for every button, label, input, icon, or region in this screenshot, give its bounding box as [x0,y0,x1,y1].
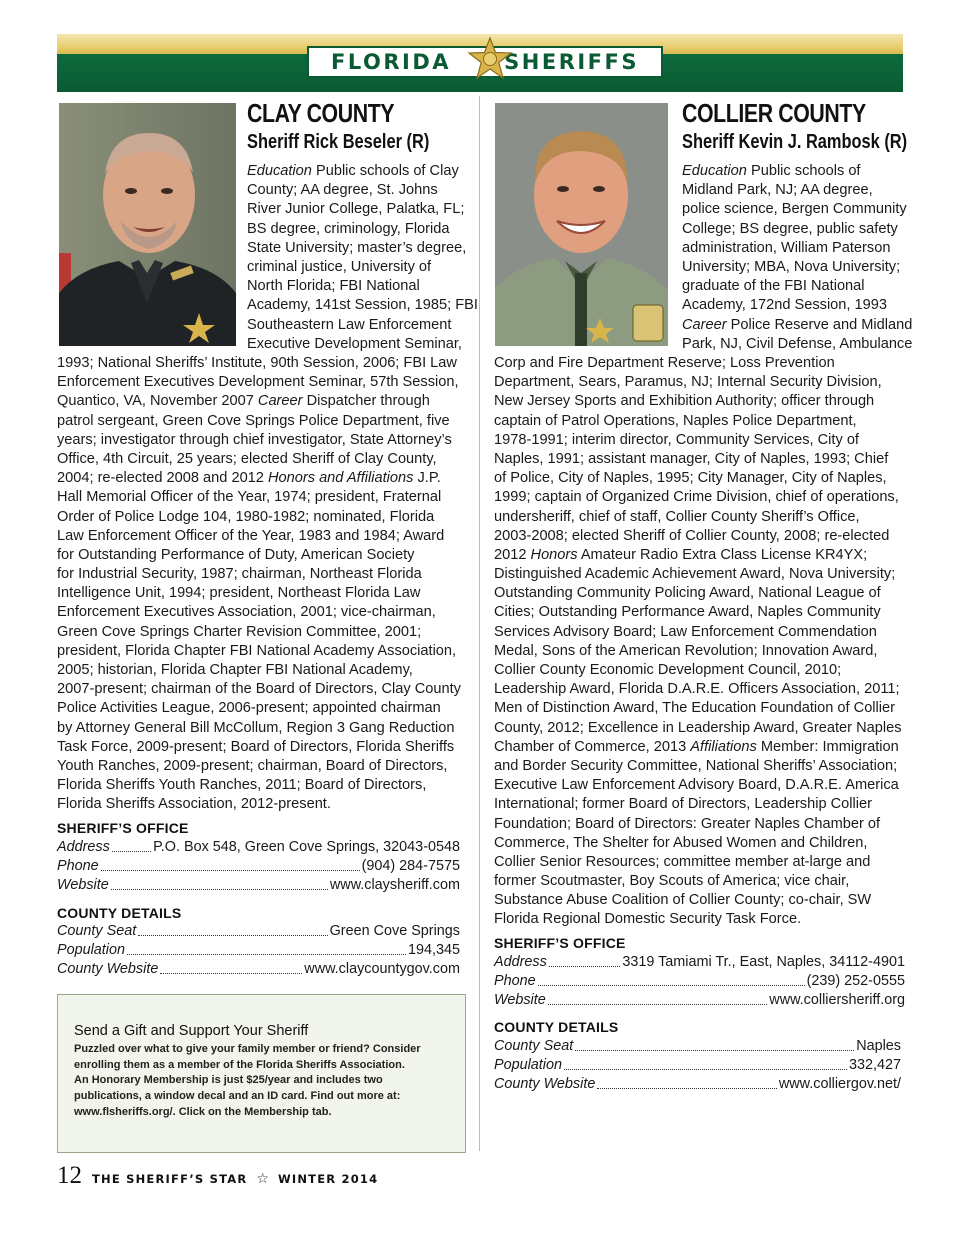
detail-label: Address [57,839,110,855]
bio-line: Substance Abuse Coalition of Collier County; co-chair, SW [494,892,872,909]
gift-line: www.flsheriffs.org/. Click on the Membership tab. [74,1105,332,1118]
bio-line: Cities; Outstanding Performance Award, Naples Community [494,604,881,621]
clay-office-heading: SHERIFF’S OFFICE [57,820,189,836]
clay-bio-top [247,162,478,354]
detail-row [57,960,460,979]
bio-line: Outstanding Community Policing Award, National League of [494,585,881,602]
bio-line: Enforcement Executives Development Seminar, 57th Session, [57,374,459,391]
bio-line: administration, William Paterson [682,239,891,256]
gift-body [74,1042,449,1121]
detail-row [494,972,905,991]
dot-leader [564,1056,847,1070]
bio-line: Office, 4th Circuit, 25 years; elected Sheriff of Clay County, [57,450,437,467]
publication-name: THE SHERIFF’S STAR [92,1172,248,1186]
collier-bio-bottom [494,354,902,930]
bio-line: years; investigator through chief investigator, State Attorney’s [57,431,452,448]
bio-line: former Scoutmaster, Boy Scouts of America; vice chair, [494,873,850,890]
clay-sheriff-name: Sheriff Rick Beseler (R) [247,131,430,153]
detail-row [57,941,460,960]
bio-line: Intelligence Unit, 1994; president, Northeast Florida Law [57,585,421,602]
bio-line: Education Public schools of [682,163,861,179]
bio-line: patrol sergeant, Green Cove Springs Police Department, five [57,412,450,429]
gift-line: enrolling them as a member of the Florida Sheriffs Association. [74,1058,405,1071]
detail-value: (904) 284-7575 [361,858,460,875]
detail-value: 194,345 [407,942,460,959]
bio-line: Department, Sears, Paramus, NJ; Internal Security Division, [494,374,882,391]
bio-line: 1993; National Sheriffs’ Institute, 90th Session, 2006; FBI Law [57,355,457,371]
bio-line: Services Advisory Board; Law Enforcement Commendation [494,623,877,640]
collier-county-title: COLLIER COUNTY [682,98,866,128]
bio-line: criminal justice, University of [247,258,432,275]
dot-leader [160,960,302,974]
dot-leader [127,941,406,955]
bio-line: Corp and Fire Department Reserve; Loss Prevention [494,355,835,371]
bio-line: University; MBA, Nova University; [682,258,901,275]
bio-line: 1978-1991; interim director, Community Services, City of [494,431,859,448]
bio-line: and Border Security Committee, National Sheriffs’ Association; [494,757,898,774]
bio-line: Men of Distinction Award, The Education Foundation of Collier [494,700,896,717]
bio-line: 2012 Honors Amateur Radio Extra Class License KR4YX; [494,546,868,563]
detail-row [57,876,460,895]
bio-line: Collier County Economic Development Council, 2010; [494,662,842,678]
bio-line: Task Force, 2009-present; Board of Directors, Florida Sheriffs [57,738,455,755]
detail-row [57,857,460,876]
bio-line: Southeastern Law Enforcement [247,316,452,333]
bio-line: Education Public schools of Clay [247,163,459,179]
bio-line: police science, Bergen Community [682,201,907,218]
bio-line: BS degree, criminology, Florida [247,220,450,237]
gift-support-box [57,994,466,1153]
bio-line: for Industrial Security, 1987; chairman, Northeast Florida [57,566,422,583]
detail-value: 332,427 [848,1057,901,1074]
detail-value: (239) 252-0555 [806,973,905,990]
collier-bio-top [682,162,912,354]
dot-leader [538,972,805,986]
dot-leader [548,991,768,1005]
detail-label: County Website [494,1076,596,1093]
detail-label: Website [57,877,109,894]
detail-label: Population [57,942,126,959]
gift-title: Send a Gift and Support Your Sheriff [74,1023,309,1039]
detail-value: P.O. Box 548, Green Cove Springs, 32043-0548 [153,839,460,855]
bio-line: Academy, 141st Session, 1985; FBI [247,297,478,314]
bio-line: Florida Sheriffs Association, 2012-present. [57,796,331,813]
clay-county-title: CLAY COUNTY [247,98,395,128]
bio-line: County, 2012; Excellence in Leadership Award, Greater Naples [494,719,902,736]
dot-leader [111,876,328,890]
detail-row [494,953,905,972]
detail-label: Address [494,954,547,970]
detail-label: Phone [57,858,99,875]
detail-row [57,922,460,941]
bio-line: president, Florida Chapter FBI National Academy Association, [57,642,457,659]
bio-line: Midland Park, NJ; AA degree, [682,182,873,199]
page-number: 12 [57,1162,82,1189]
detail-row [494,1037,901,1056]
header-sheriffs: SHERIFFS [504,50,639,74]
bio-line: Order of Police Lodge 104, 1980-1982; nominated, Florida [57,508,435,525]
bio-line: Naples, 1991; assistant manager, City of Naples, 1993; Chief [494,450,889,467]
gift-line: Puzzled over what to give your family member or friend? Consider [74,1043,421,1055]
detail-label: County Seat [494,1038,574,1054]
bio-line: North Florida; FBI National [247,278,420,295]
header-florida: FLORIDA [331,50,451,74]
clay-bio-bottom [57,354,461,815]
bio-line: Police Activities League, 2006-present; appointed chairman [57,700,441,717]
detail-value: www.colliersheriff.org [769,992,905,1009]
gift-line: publications, a window decal and an ID card. Find out more at: [74,1090,401,1103]
collier-sheriff-name: Sheriff Kevin J. Rambosk (R) [682,131,908,153]
issue-name: WINTER 2014 [277,1172,379,1186]
detail-row [57,838,460,857]
detail-label: Website [494,992,546,1009]
bio-line: Quantico, VA, November 2007 Career Dispatcher through [57,393,430,410]
bio-line: Commerce, The Shelter for Abused Women and Children, [494,834,868,851]
bio-line: Green Cove Springs Charter Revision Committee, 2001; [57,623,422,640]
bio-line: 2004; re-elected 2008 and 2012 Honors and Affiliations J.P. [57,470,441,487]
bio-line: Chamber of Commerce, 2013 Affiliations Member: Immigration [494,738,899,755]
detail-row [494,1056,901,1075]
column-divider [479,96,480,1151]
detail-value: 3319 Tamiami Tr., East, Naples, 34112-4901 [622,954,905,970]
bio-line: Hall Memorial Officer of the Year, 1974; president, Fraternal [57,489,442,506]
bio-line: of Police, City of Naples, 1995; City Manager, City of Naples, [494,470,887,487]
bio-line: Florida Regional Domestic Security Task Force. [494,911,802,928]
bio-line: Academy, 172nd Session, 1993 [682,297,887,314]
dot-leader [138,922,327,936]
bio-line: Distinguished Academic Achievement Award, Nova University; [494,566,896,583]
detail-value: Naples [856,1038,901,1054]
bio-line: Executive Development Seminar, [247,335,462,352]
detail-label: Population [494,1057,563,1074]
dot-leader [597,1075,777,1089]
clay-details-heading: COUNTY DETAILS [57,905,182,921]
sheriff-star-icon [467,36,513,82]
bio-line: Foundation; Board of Directors: Greater Naples Chamber of [494,815,881,832]
bio-line: 1999; captain of Organized Crime Division, chief of operations, [494,489,899,506]
bio-line: Florida Sheriffs Youth Ranches, 2011; Board of Directors, [57,777,427,794]
detail-row [494,1075,901,1094]
bio-line: Law Enforcement Officer of the Year, 1983 and 1984; Award [57,527,445,544]
bio-line: Medal, Sons of the American Revolution; Innovation Award, [494,642,878,659]
bio-line: graduate of the FBI National [682,278,865,295]
bio-line: College; BS degree, public safety [682,220,898,237]
bio-line: Collier Senior Resources; committee member at-large and [494,853,871,870]
bio-line: Youth Ranches, 2009-present; chairman, Board of Directors, [57,757,448,774]
collier-office-heading: SHERIFF’S OFFICE [494,935,626,951]
bio-line: Enforcement Executives Association, 2001; vice-chairman, [57,604,436,621]
bio-line: Leadership Award, Florida D.A.R.E. Officers Association, 2011; [494,681,900,698]
dot-leader [101,857,360,871]
dot-leader [112,838,151,852]
detail-value: Green Cove Springs [329,923,460,939]
detail-label: Phone [494,973,536,990]
dot-leader [549,953,621,967]
bio-line: Park, NJ, Civil Defense, Ambulance [682,335,913,352]
bio-line: undersheriff, chief of staff, Collier County Sheriff’s Office, [494,508,860,525]
bio-line: 2003-2008; elected Sheriff of Collier County, 2008; re-elected [494,527,890,544]
bio-line: Executive Law Enforcement Advisory Board, D.A.R.E. America [494,777,899,794]
bio-line: for Outstanding Performance of Duty, American Society [57,546,415,563]
header-band [57,34,903,92]
detail-value: www.claysheriff.com [329,877,460,894]
bio-line: International; former Board of Directors, Leadership Collier [494,796,872,813]
detail-label: County Seat [57,923,137,939]
page-footer [57,1162,378,1190]
bio-line: Career Police Reserve and Midland [682,316,913,333]
collier-details-heading: COUNTY DETAILS [494,1019,619,1035]
footer-star-icon: ☆ [256,1170,269,1186]
clay-sheriff-photo [59,103,236,346]
bio-line: 2005; historian, Florida Chapter FBI National Academy, [57,662,413,678]
bio-line: River Junior College, Palatka, FL; [247,201,465,218]
detail-row [494,991,905,1010]
detail-value: www.claycountygov.com [304,961,460,978]
bio-line: captain of Patrol Operations, Naples Police Department, [494,412,857,429]
bio-line: County; AA degree, St. Johns [247,182,438,199]
detail-value: www.colliergov.net/ [778,1076,901,1093]
gift-line: An Honorary Membership is just $25/year and includes two [74,1074,383,1087]
collier-sheriff-photo [495,103,668,346]
bio-line: New Jersey Sports and Exhibition Authority; officer through [494,393,875,410]
dot-leader [575,1037,854,1051]
bio-line: State University; master’s degree, [247,239,467,256]
bio-line: 2007-present; chairman of the Board of Directors, Clay County [57,681,461,698]
bio-line: by Attorney General Bill McCollum, Region 3 Gang Reduction [57,719,455,736]
detail-label: County Website [57,961,159,978]
